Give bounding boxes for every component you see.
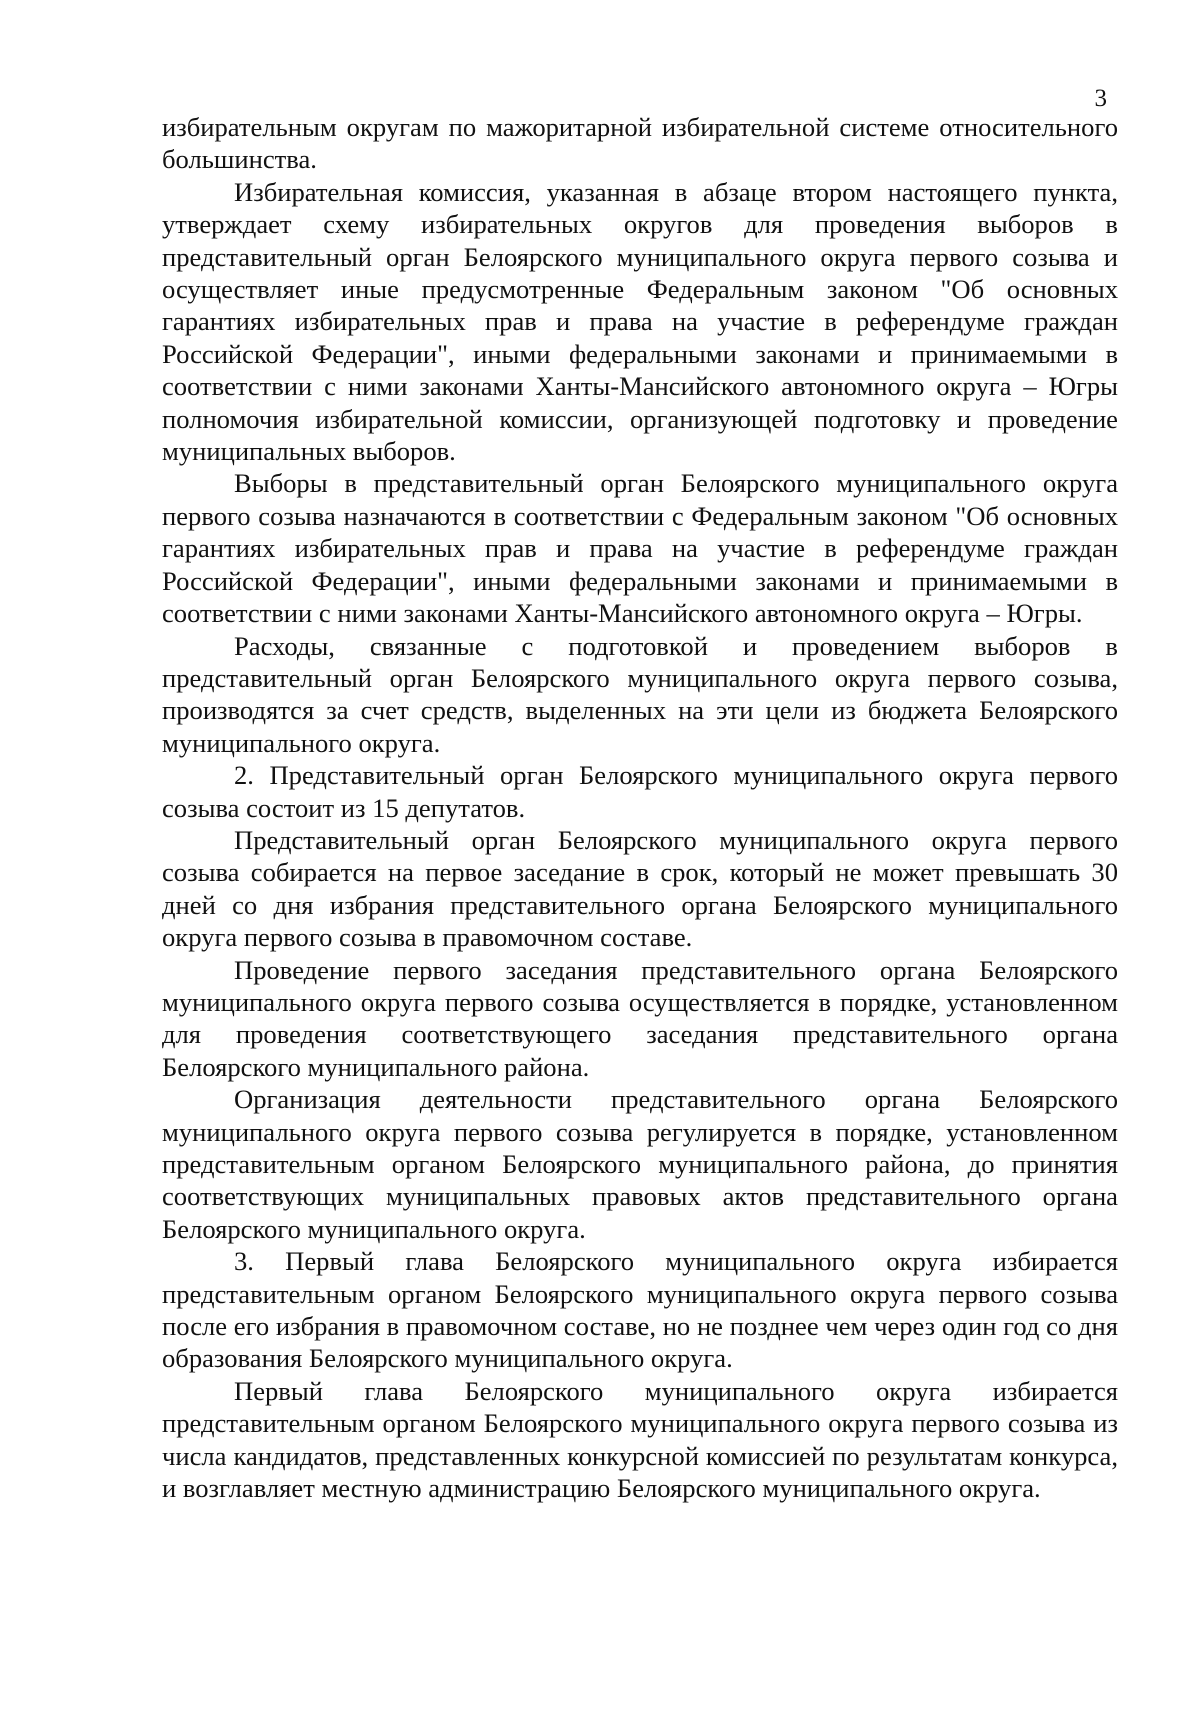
document-body <box>162 111 1118 1504</box>
paragraph-elections-scheduling: Выборы в представительный орган Белоярского муниципального округа первого созыва назначаются в соответствии с Федеральным законом "Об основных гарантиях избирательных прав и права на участие в референдуме граждан Российской Федерации", иными федеральными законами и принимаемыми в соответствии с ними законами Ханты-Мансийского автономного округа – Югры. <box>162 468 1118 629</box>
paragraph-clause-2: 2. Представительный орган Белоярского муниципального округа первого созыва состоит из 15 депутатов. <box>162 760 1118 823</box>
paragraph-clause-3: 3. Первый глава Белоярского муниципального округа избирается представительным органом Белоярского муниципального округа первого созыва после его избрания в правомочном составе, но не позднее чем через один год со дня образования Белоярского муниципального округа. <box>162 1246 1118 1374</box>
paragraph-organization: Организация деятельности представительного органа Белоярского муниципального округа первого созыва регулируется в порядке, установленном представительным органом Белоярского муниципального района, до принятия соответствующих муниципальных правовых актов представительного органа Белоярского муниципального округа. <box>162 1084 1118 1244</box>
paragraph-first-meeting: Представительный орган Белоярского муниципального округа первого созыва собирается на первое заседание в срок, который не может превышать 30 дней со дня избрания представительного органа Белоярского муниципального округа первого созыва в правомочном составе. <box>162 824 1118 953</box>
paragraph-first-meeting-procedure: Проведение первого заседания представительного органа Белоярского муниципального округа первого созыва осуществляется в порядке, установленном для проведения соответствующего заседания представительного органа Белоярского муниципального района. <box>162 954 1118 1082</box>
paragraph-head-election: Первый глава Белоярского муниципального округа избирается представительным органом Белоярского муниципального округа первого созыва из числа кандидатов, представленных конкурсной комиссией по результатам конкурса, и возглавляет местную администрацию Белоярского муниципального округа. <box>162 1375 1118 1504</box>
paragraph-continuation: избирательным округам по мажоритарной избирательной системе относительного большинства. <box>162 112 1118 175</box>
page-number: 3 <box>1094 85 1107 112</box>
paragraph-election-commission: Избирательная комиссия, указанная в абзаце втором настоящего пункта, утверждает схему избирательных округов для проведения выборов в представительный орган Белоярского муниципального округа первого созыва и осуществляет иные предусмотренные Федеральным законом "Об основных гарантиях избирательных прав и права на участие в референдуме граждан Российской Федерации", иными федеральными законами и принимаемыми в соответствии с ними законами Ханты-Мансийского автономного округа – Югры полномочия избирательной комиссии, организующей подготовку и проведение муниципальных выборов. <box>162 176 1118 467</box>
paragraph-election-expenses: Расходы, связанные с подготовкой и проведением выборов в представительный орган Белоярского муниципального округа первого созыва, производятся за счет средств, выделенных на эти цели из бюджета Белоярского муниципального округа. <box>162 630 1118 758</box>
